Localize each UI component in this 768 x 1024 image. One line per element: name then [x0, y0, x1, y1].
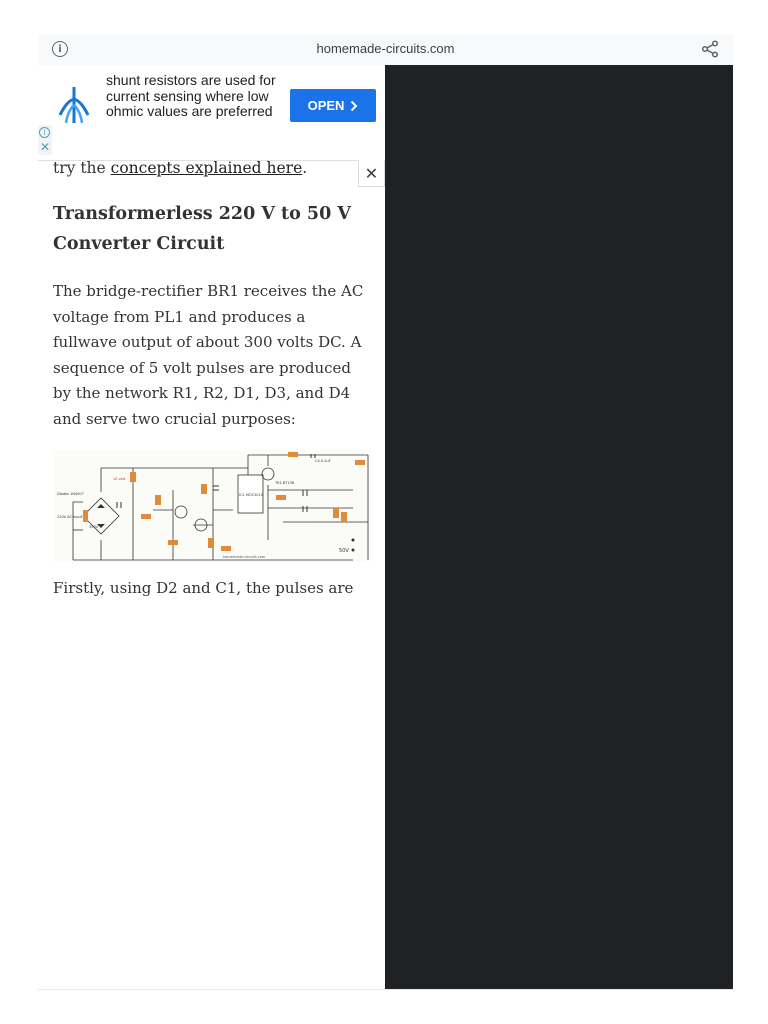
cap-voltage-label: 350V: [89, 525, 99, 529]
ad-dismiss-icon[interactable]: ✕: [40, 140, 51, 154]
info-icon[interactable]: i: [52, 41, 68, 57]
concepts-link[interactable]: concepts explained here: [110, 159, 303, 177]
lead-suffix: .: [302, 159, 308, 177]
lead-sentence: [53, 157, 368, 179]
close-icon[interactable]: ✕: [358, 160, 385, 187]
ad-banner[interactable]: [38, 65, 385, 161]
chevron-right-icon: [350, 100, 358, 112]
ad-info-icon[interactable]: i: [39, 127, 50, 138]
browser-url-bar: [38, 34, 733, 66]
share-icon[interactable]: [701, 40, 719, 58]
url-domain[interactable]: homemade-circuits.com: [316, 41, 455, 56]
ad-text[interactable]: shunt resistors are used for current sensing where low ohmic values are preferred: [106, 72, 276, 119]
ad-open-label: OPEN: [307, 98, 345, 113]
c4-label: C4 0.1uF: [315, 459, 331, 463]
brand-logo-icon: [58, 85, 90, 125]
bottom-divider: [38, 989, 733, 990]
ad-choices[interactable]: [38, 125, 52, 155]
triac-label: TR1 BT136: [275, 481, 295, 485]
paragraph: The bridge-rectifier BR1 receives the AC voltage from PL1 and produces a fullwave output of about 300 volts DC. A sequence of 5 volt pulses are produced by the network R1, R2, D1, D3, and D4 and serve two crucial purposes:: [53, 282, 364, 428]
ad-open-button[interactable]: [290, 89, 376, 122]
output-label: 50V: [339, 548, 349, 554]
section-heading: Transformerless 220 V to 50 V Converter Circuit: [53, 204, 351, 254]
paragraph-continued: Firstly, using D2 and C1, the pulses are: [53, 579, 354, 597]
volt-label: 10 volt: [113, 477, 126, 481]
circuit-schematic: [53, 450, 371, 562]
input-label: 220V AC Input: [57, 515, 83, 519]
diodes-label: Diodes 1N4007: [57, 492, 84, 496]
ic-label: IC1 MOC3010: [239, 493, 263, 497]
lead-prefix: try the: [53, 159, 111, 177]
web-page: [38, 65, 385, 989]
dark-side-panel: [385, 65, 733, 989]
watermark: homemade-circuits.com: [223, 555, 266, 559]
article-body: [53, 160, 368, 616]
circuit-diagram[interactable]: [53, 450, 371, 562]
